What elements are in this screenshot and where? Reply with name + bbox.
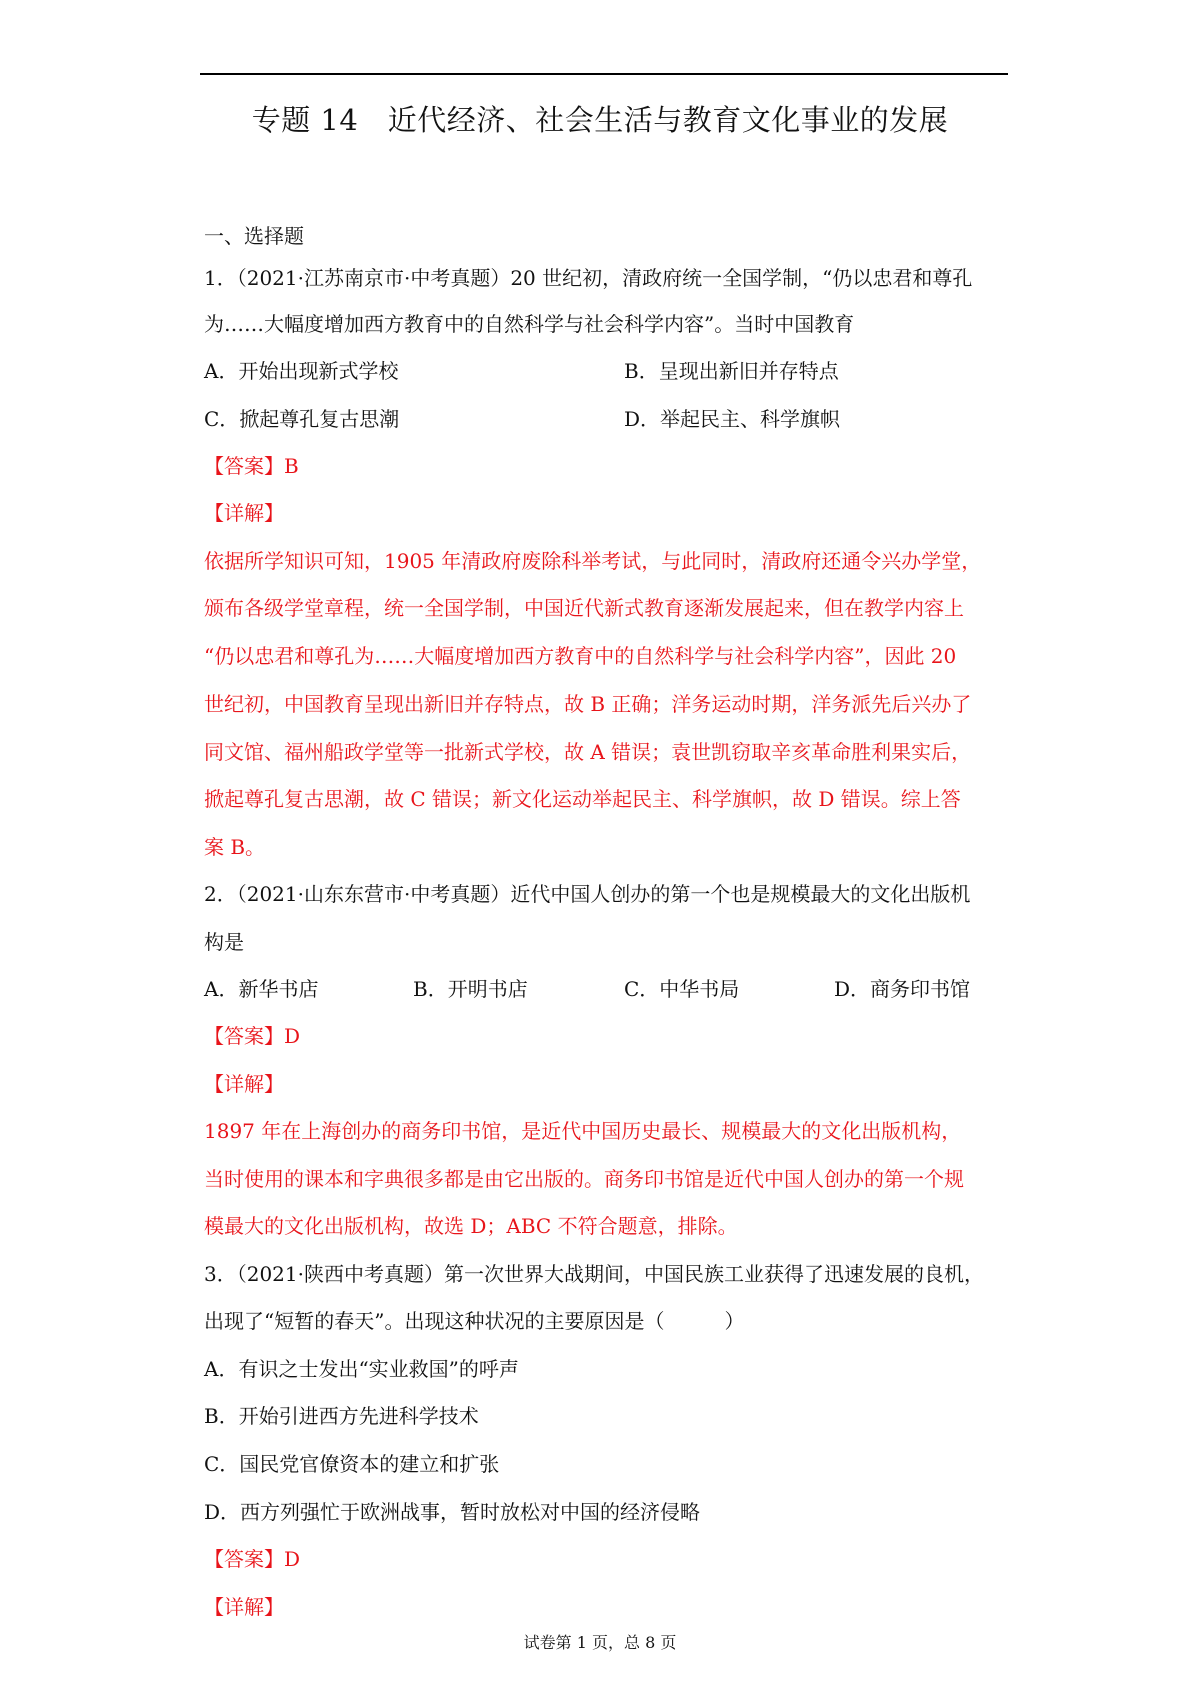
q2-explanation-line-3: 模最大的文化出版机构，故选 D；ABC 不符合题意，排除。	[204, 1214, 738, 1238]
q2-answer-value: D	[284, 1024, 301, 1048]
q3-answer-value: D	[284, 1547, 301, 1571]
q1-option-d: D．举起民主、科学旗帜	[624, 407, 841, 431]
q1-explanation-line-6: 掀起尊孔复古思潮，故 C 错误；新文化运动举起民主、科学旗帜，故 D 错误。综上答	[204, 787, 961, 811]
q2-option-b: B．开明书店	[413, 977, 528, 1001]
q3-option-c: C．国民党官僚资本的建立和扩张	[204, 1452, 500, 1476]
header-rule	[200, 73, 1008, 75]
q1-answer	[204, 450, 299, 479]
q2-explanation-line-1: 1897 年在上海创办的商务印书馆，是近代中国历史最长、规模最大的文化出版机构，	[204, 1119, 962, 1143]
q1-explanation-line-7: 案 B。	[204, 835, 266, 859]
q1-answer-value: B	[284, 454, 299, 478]
q3-option-d: D．西方列强忙于欧洲战事，暂时放松对中国的经济侵略	[204, 1500, 701, 1524]
q1-explanation-line-2: 颁布各级学堂章程，统一全国学制，中国近代新式教育逐渐发展起来，但在教学内容上	[204, 596, 964, 620]
q3-answer-label: 【答案】	[204, 1547, 284, 1571]
page-footer: 试卷第 1 页，总 8 页	[523, 1633, 677, 1652]
q1-detail-label: 【详解】	[204, 501, 284, 525]
q1-explanation-line-1: 依据所学知识可知，1905 年清政府废除科举考试，与此同时，清政府还通令兴办学堂，	[204, 549, 982, 573]
q2-answer-label: 【答案】	[204, 1024, 284, 1048]
q1-stem-line-1: 1．（2021·江苏南京市·中考真题）20 世纪初，清政府统一全国学制，“仍以忠君和尊孔	[204, 266, 973, 290]
q1-stem-line-2: 为……大幅度增加西方教育中的自然科学与社会科学内容”。当时中国教育	[204, 312, 855, 336]
q2-stem-line-2: 构是	[204, 930, 244, 954]
q1-option-a: A．开始出现新式学校	[204, 359, 399, 383]
q2-option-c: C．中华书局	[624, 977, 740, 1001]
q3-stem-line-2: 出现了“短暂的春天”。出现这种状况的主要原因是（ ）	[204, 1309, 745, 1333]
q2-explanation-line-2: 当时使用的课本和字典很多都是由它出版的。商务印书馆是近代中国人创办的第一个规	[204, 1167, 964, 1191]
q3-answer	[204, 1543, 300, 1572]
q1-explanation-line-5: 同文馆、福州船政学堂等一批新式学校，故 A 错误；袁世凯窃取辛亥革命胜利果实后，	[204, 740, 972, 764]
q2-option-d: D．商务印书馆	[834, 977, 971, 1001]
q1-option-c: C．掀起尊孔复古思潮	[204, 407, 400, 431]
q1-explanation-line-3: “仍以忠君和尊孔为……大幅度增加西方教育中的自然科学与社会科学内容”，因此 20	[204, 644, 957, 668]
q1-explanation-line-4: 世纪初，中国教育呈现出新旧并存特点，故 B 正确；洋务运动时期，洋务派先后兴办了	[204, 692, 972, 716]
q1-option-b: B．呈现出新旧并存特点	[624, 359, 839, 383]
section-heading: 一、选择题	[204, 224, 304, 248]
q2-option-a: A．新华书店	[204, 977, 319, 1001]
q3-option-b: B．开始引进西方先进科学技术	[204, 1404, 479, 1428]
q2-stem-line-1: 2．（2021·山东东营市·中考真题）近代中国人创办的第一个也是规模最大的文化出版机	[204, 882, 971, 906]
q3-stem-line-1: 3．（2021·陕西中考真题）第一次世界大战期间，中国民族工业获得了迅速发展的良机，	[204, 1262, 984, 1286]
q2-detail-label: 【详解】	[204, 1072, 284, 1096]
page-title: 专题 14 近代经济、社会生活与教育文化事业的发展	[251, 103, 949, 137]
q2-answer	[204, 1020, 300, 1049]
q3-option-a: A．有识之士发出“实业救国”的呼声	[204, 1357, 519, 1381]
q1-answer-label: 【答案】	[204, 454, 284, 478]
q3-detail-label: 【详解】	[204, 1595, 284, 1619]
